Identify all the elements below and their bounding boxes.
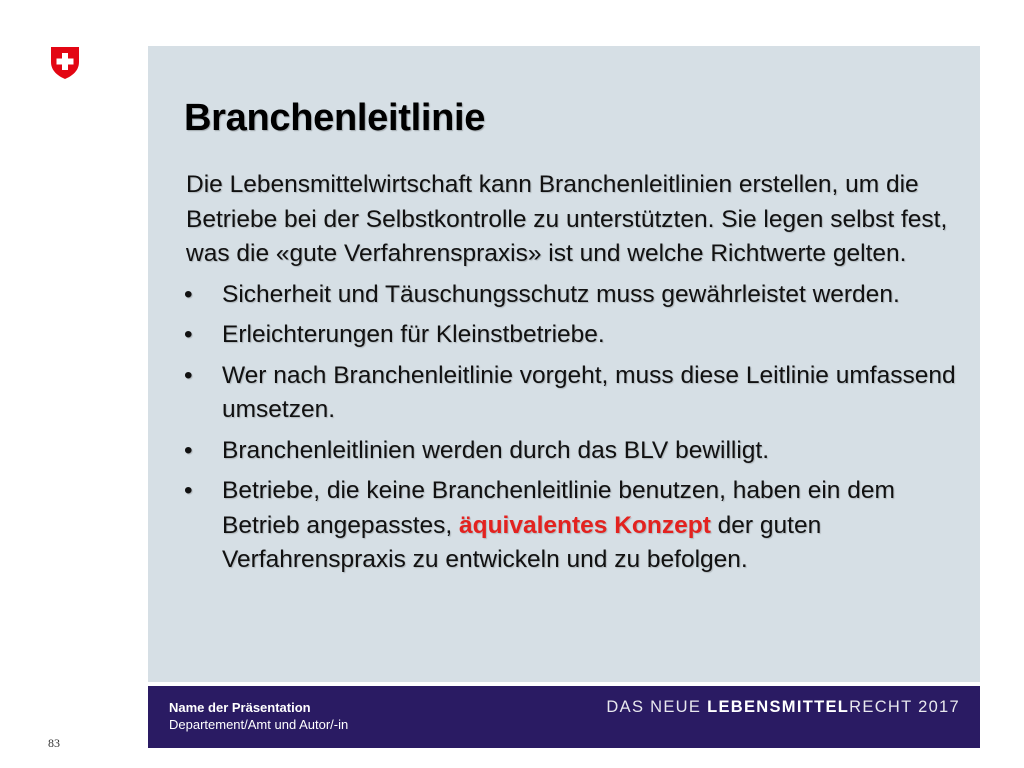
bullet-dot: • (184, 361, 193, 389)
bullet-text-before: Betriebe, die keine Branchenleitlinie benutzen, haben ein dem Betrieb angepasstes, (222, 477, 895, 539)
bullet-dot: • (184, 436, 193, 464)
brand-wordmark (606, 698, 960, 717)
bullet-text-last (222, 477, 895, 573)
bullet-item (184, 434, 964, 469)
slide-title: Branchenleitlinie (184, 97, 486, 139)
bullet-text-after: der guten Verfahrenspraxis zu entwickeln und zu befolgen. (222, 511, 822, 573)
bullet-dot: • (184, 321, 193, 348)
bullet-item (184, 474, 964, 578)
bullet-text: Sicherheit und Täuschungsschutz muss gewährleistet werden. (222, 280, 900, 308)
bullet-text: Branchenleitlinien werden durch das BLV bewilligt. (222, 436, 770, 464)
bullet-item (184, 318, 964, 353)
bullet-text: Erleichterungen für Kleinstbetriebe. (222, 321, 605, 348)
bullet-dot: • (184, 280, 193, 308)
bullet-item (184, 359, 964, 428)
footer-bar (148, 686, 980, 748)
highlighted-term: äquivalentes Konzept (459, 511, 711, 539)
brand-part2: RECHT 2017 (849, 698, 960, 716)
slide-body (184, 168, 964, 584)
department-author: Departement/Amt und Autor/-in (169, 717, 349, 732)
swiss-coat-of-arms-icon (50, 46, 80, 80)
page-number: 83 (48, 736, 60, 750)
bullet-dot: • (184, 477, 193, 504)
bullet-list (184, 278, 964, 578)
bullet-text: Wer nach Branchenleitlinie vorgeht, muss diese Leitlinie umfassend umsetzen. (222, 361, 956, 423)
bullet-item (184, 278, 964, 313)
brand-part1: DAS NEUE (606, 698, 708, 716)
intro-paragraph: Die Lebensmittelwirtschaft kann Branchenleitlinien erstellen, um die Betriebe bei der Selbstkontrolle zu unterstützten. Sie legen selbst fest, was die «gute Verfahrenspraxis» ist und welche Richtwerte gelten. (186, 171, 948, 267)
presentation-name: Name der Präsentation (169, 700, 311, 715)
brand-bold: LEBENSMITTEL (707, 698, 850, 716)
